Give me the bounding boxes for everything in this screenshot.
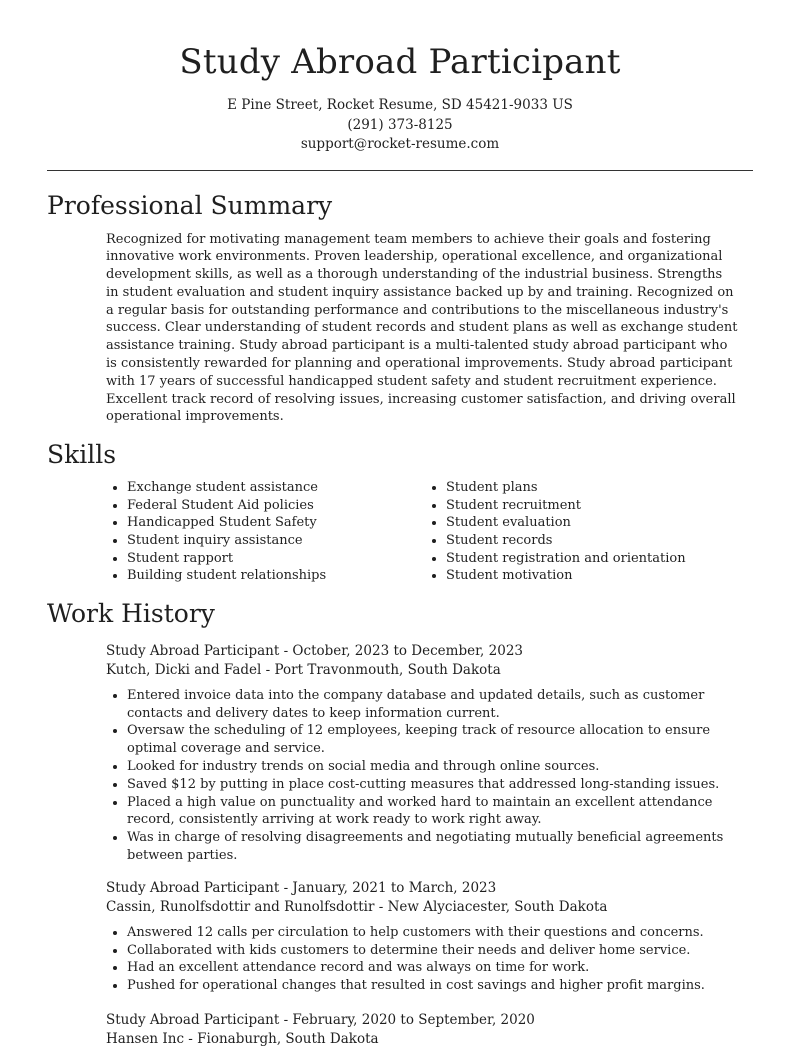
skill-item: • Student rapport — [127, 550, 425, 568]
job-company: Cassin, Runolfsdottir and Runolfsdottir - New Alyciacester, South Dakota — [106, 899, 608, 916]
job-bullet: • Entered invoice data into the company database and updated details, such as customer contacts and delivery dates to keep information current. — [127, 687, 738, 723]
job-bullet: • Looked for industry trends on social media and through online sources. — [127, 758, 738, 776]
phone: (291) 373-8125 — [347, 116, 453, 133]
skills-column-1 — [106, 479, 425, 585]
skill-item: • Student motivation — [446, 567, 686, 585]
job-bullet: • Was in charge of resolving disagreements and negotiating mutually beneficial agreements between parties. — [127, 829, 738, 865]
resume-header — [0, 0, 800, 155]
job-bullet: • Saved $12 by putting in place cost-cutting measures that addressed long-standing issues. — [127, 776, 738, 794]
skill-item: • Student inquiry assistance — [127, 532, 425, 550]
job-title: Study Abroad Participant - February, 2020 to September, 2020 — [106, 1011, 535, 1028]
skills-column-2 — [425, 479, 686, 585]
job-entry — [106, 642, 800, 865]
job-company: Hansen Inc - Fionaburgh, South Dakota — [106, 1031, 379, 1048]
summary-heading: Professional Summary — [47, 190, 333, 220]
job-bullet: • Had an excellent attendance record and was always on time for work. — [127, 959, 738, 977]
skills-heading: Skills — [47, 440, 117, 470]
job-title: Study Abroad Participant - October, 2023 to December, 2023 — [106, 642, 523, 659]
header-divider — [47, 170, 753, 171]
job-bullet: • Oversaw the scheduling of 12 employees, keeping track of resource allocation to ensure optimal coverage and service. — [127, 722, 738, 758]
skill-item: • Student evaluation — [446, 514, 686, 532]
email: support@rocket-resume.com — [300, 136, 500, 152]
job-bullets — [106, 924, 738, 995]
skill-item: • Federal Student Aid policies — [127, 497, 425, 515]
skill-item: • Building student relationships — [127, 567, 425, 585]
skill-item: • Student plans — [446, 479, 686, 497]
skill-item: • Exchange student assistance — [127, 479, 425, 497]
job-bullet: • Answered 12 calls per circulation to help customers with their questions and concerns. — [127, 924, 738, 942]
job-title: Study Abroad Participant - January, 2021 to March, 2023 — [106, 879, 497, 896]
job-entry — [106, 1011, 800, 1050]
job-bullet: • Placed a high value on punctuality and worked hard to maintain an excellent attendance record, consistently arriving at work ready to work right away. — [127, 794, 738, 830]
job-company: Kutch, Dicki and Fadel - Port Travonmouth, South Dakota — [106, 662, 501, 679]
job-entry — [106, 879, 800, 995]
skill-item: • Student registration and orientation — [446, 550, 686, 568]
job-bullets — [106, 687, 738, 865]
candidate-name: Study Abroad Participant — [179, 42, 621, 82]
work-history-heading: Work History — [47, 598, 215, 628]
skill-item: • Student recruitment — [446, 497, 686, 515]
summary-text: Recognized for motivating management team members to achieve their goals and fostering innovative work environments. Proven leadership, operational excellence, and organizational development skills, as well as a thorough understanding of the industrial business. Strengths in student evaluation and student inquiry assistance backed up by and training. Recognized on a regular basis for outstanding performance and contributions to the miscellaneous industry's success. Clear understanding of student records and student plans as well as exchange student assistance training. Study abroad participant is a multi-talented study abroad participant who is consistently rewarded for planning and operational improvements. Study abroad participant with 17 years of successful handicapped student safety and student recruitment experience. Excellent track record of resolving issues, increasing customer satisfaction, and driving overall operational improvements. — [106, 231, 738, 425]
job-bullet: • Pushed for operational changes that resulted in cost savings and higher profit margins. — [127, 977, 738, 995]
job-bullet: • Collaborated with kids customers to determine their needs and deliver home service. — [127, 942, 738, 960]
skills-list — [106, 479, 800, 585]
skill-item: • Student records — [446, 532, 686, 550]
contact-block — [0, 96, 800, 155]
skill-item: • Handicapped Student Safety — [127, 514, 425, 532]
address: E Pine Street, Rocket Resume, SD 45421-9033 US — [227, 97, 573, 113]
